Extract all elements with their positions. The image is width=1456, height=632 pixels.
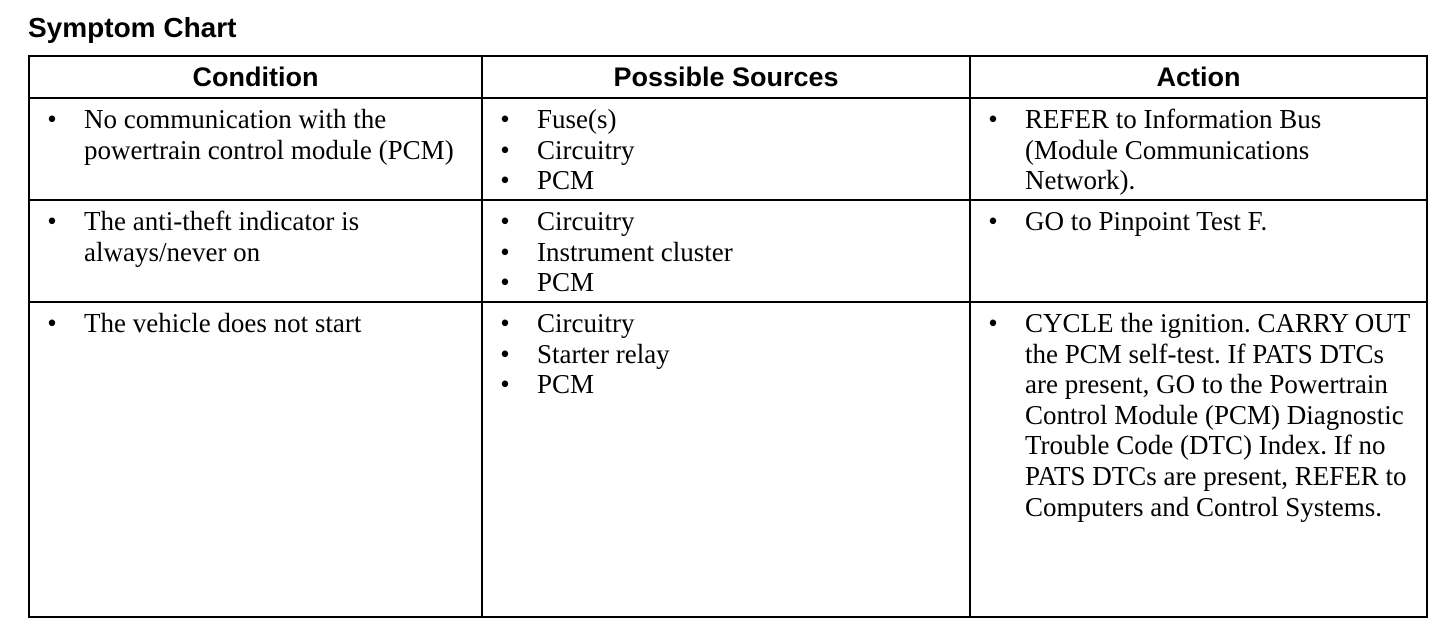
sources-cell [482, 98, 970, 200]
source-text: Circuitry [537, 206, 635, 236]
list-item [483, 206, 963, 237]
bullet-icon: • [500, 206, 510, 236]
source-text: Instrument cluster [537, 236, 733, 267]
table-row [29, 98, 1427, 200]
symptom-chart-table [28, 55, 1428, 618]
list-item [971, 308, 1420, 522]
condition-cell [29, 200, 482, 302]
action-text: CYCLE the ignition. CARRY OUT the PCM self-test. If PATS DTCs are present, GO to the Powertrain Control Module (PCM) Diagnostic Trouble Code (DTC) Index. If no PATS DTCs are present, REFER to Computers and Control Systems. [1025, 308, 1410, 522]
header-action: Action [970, 56, 1427, 98]
list-item [483, 369, 963, 400]
list-item [971, 104, 1420, 196]
sources-cell [482, 302, 970, 617]
bullet-icon: • [47, 206, 57, 236]
action-cell [970, 98, 1427, 200]
list-item [483, 165, 963, 196]
bullet-icon: • [500, 134, 510, 165]
list-item [971, 206, 1420, 237]
sources-cell [482, 200, 970, 302]
bullet-icon: • [500, 308, 510, 338]
bullet-icon: • [500, 236, 510, 267]
table-row [29, 302, 1427, 617]
condition-cell [29, 98, 482, 200]
condition-cell [29, 302, 482, 617]
table-row [29, 200, 1427, 302]
bullet-icon: • [988, 308, 998, 338]
list-item [30, 308, 475, 339]
action-text: GO to Pinpoint Test F. [1025, 206, 1268, 236]
condition-text: The anti-theft indicator is always/never on [84, 206, 360, 267]
header-condition: Condition [29, 56, 482, 98]
source-text: Fuse(s) [537, 104, 617, 134]
bullet-icon: • [47, 104, 57, 134]
bullet-icon: • [500, 267, 510, 298]
header-possible-sources: Possible Sources [482, 56, 970, 98]
source-text: Circuitry [537, 134, 635, 165]
list-item [30, 104, 475, 165]
bullet-icon: • [500, 104, 510, 134]
source-text: PCM [537, 267, 595, 298]
source-text: PCM [537, 369, 595, 400]
bullet-icon: • [500, 338, 510, 369]
action-text: REFER to Information Bus (Module Communications Network). [1025, 104, 1322, 196]
list-item [30, 206, 475, 267]
page-title: Symptom Chart [28, 12, 237, 43]
bullet-icon: • [988, 104, 998, 134]
list-item [483, 237, 963, 268]
bullet-icon: • [500, 165, 510, 196]
bullet-icon: • [47, 308, 57, 338]
list-item [483, 308, 963, 339]
list-item [483, 267, 963, 298]
bullet-icon: • [500, 369, 510, 400]
header-row [29, 56, 1427, 98]
condition-text: No communication with the powertrain control module (PCM) [84, 104, 454, 165]
source-text: Circuitry [537, 308, 635, 338]
list-item [483, 135, 963, 166]
action-cell [970, 200, 1427, 302]
list-item [483, 339, 963, 370]
source-text: Starter relay [537, 338, 670, 369]
bullet-icon: • [988, 206, 998, 236]
action-cell [970, 302, 1427, 617]
condition-text: The vehicle does not start [84, 308, 362, 338]
list-item [483, 104, 963, 135]
source-text: PCM [537, 165, 595, 196]
